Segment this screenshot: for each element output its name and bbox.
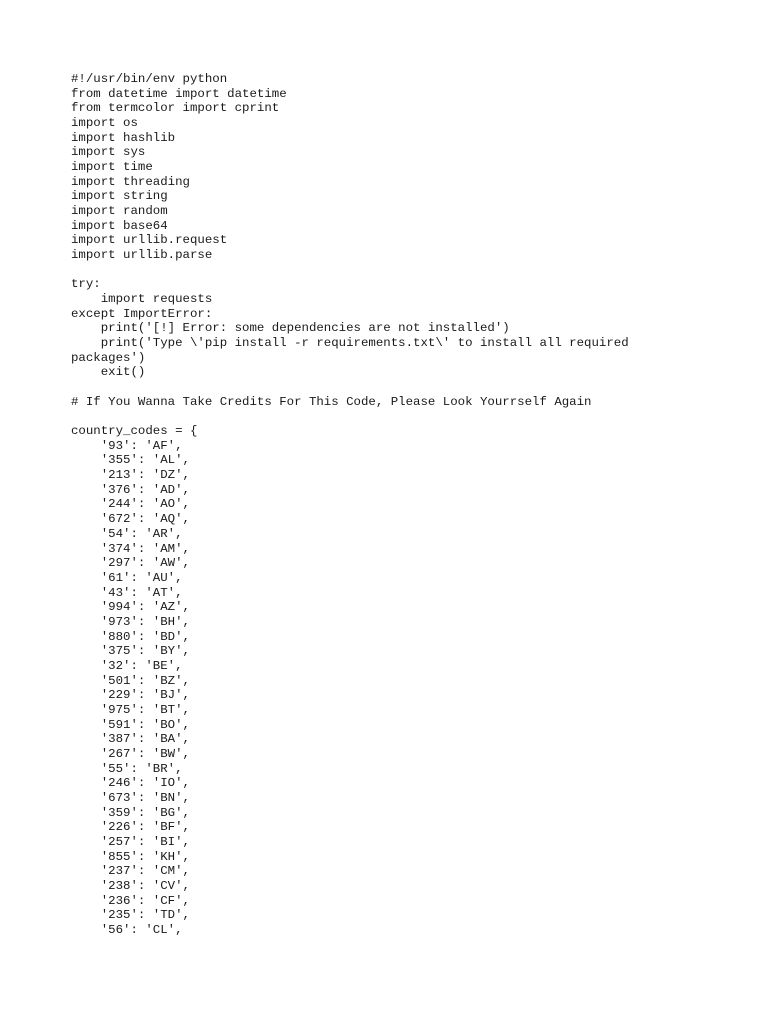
code-line: import time [71, 160, 153, 175]
code-line: '235': 'TD', [71, 908, 190, 923]
code-line: import os [71, 116, 138, 131]
code-line: try: [71, 277, 101, 292]
code-line: '359': 'BG', [71, 805, 190, 820]
code-line: '237': 'CM', [71, 864, 190, 879]
code-line: '355': 'AL', [71, 453, 190, 468]
code-line: '257': 'BI', [71, 834, 190, 849]
code-line: '43': 'AT', [71, 585, 183, 600]
code-line: '213': 'DZ', [71, 468, 190, 483]
code-line: '56': 'CL', [71, 922, 183, 937]
code-line [71, 380, 721, 395]
code-line: '973': 'BH', [71, 614, 190, 629]
code-line: '297': 'AW', [71, 556, 190, 571]
code-line: import random [71, 204, 168, 219]
code-line: import string [71, 189, 168, 204]
code-line: '267': 'BW', [71, 746, 190, 761]
code-line: '375': 'BY', [71, 644, 190, 659]
code-line: '238': 'CV', [71, 878, 190, 893]
code-line: '246': 'IO', [71, 776, 190, 791]
code-line: '501': 'BZ', [71, 673, 190, 688]
code-line: '994': 'AZ', [71, 600, 190, 615]
code-line: '61': 'AU', [71, 570, 183, 585]
code-line: exit() [71, 365, 146, 380]
code-line: import base64 [71, 218, 168, 233]
code-line: print('Type \'pip install -r requirements.txt\' to install all required [71, 336, 629, 351]
code-line: import requests [71, 292, 213, 307]
code-line: '975': 'BT', [71, 702, 190, 717]
code-line: '880': 'BD', [71, 629, 190, 644]
code-line: import threading [71, 174, 190, 189]
code-line: import urllib.request [71, 233, 228, 248]
code-line: '672': 'AQ', [71, 512, 190, 527]
code-line: '229': 'BJ', [71, 688, 190, 703]
code-line: #!/usr/bin/env python [71, 72, 228, 86]
code-line: import sys [71, 145, 146, 160]
code-line [71, 409, 721, 424]
code-line: '32': 'BE', [71, 658, 183, 673]
code-line: '55': 'BR', [71, 761, 183, 776]
code-line: '244': 'AO', [71, 497, 190, 512]
code-line: '673': 'BN', [71, 790, 190, 805]
code-line: '93': 'AF', [71, 438, 183, 453]
code-line: '226': 'BF', [71, 820, 190, 835]
code-line: # If You Wanna Take Credits For This Code, Please Look Yourrself Again [71, 394, 592, 409]
code-line: from termcolor import cprint [71, 101, 280, 116]
code-line: country_codes = { [71, 424, 198, 439]
code-line: from datetime import datetime [71, 86, 287, 101]
code-line: import urllib.parse [71, 248, 213, 263]
code-block [71, 72, 721, 938]
code-line: '236': 'CF', [71, 893, 190, 908]
code-line: packages') [71, 350, 146, 365]
code-line: '376': 'AD', [71, 482, 190, 497]
code-line: '855': 'KH', [71, 849, 190, 864]
code-line: print('[!] Error: some dependencies are not installed') [71, 321, 510, 336]
code-line: except ImportError: [71, 306, 213, 321]
code-line: '387': 'BA', [71, 732, 190, 747]
code-line: import hashlib [71, 130, 176, 145]
code-line: '54': 'AR', [71, 526, 183, 541]
code-line: '591': 'BO', [71, 717, 190, 732]
code-line [71, 263, 721, 278]
code-line: '374': 'AM', [71, 541, 190, 556]
